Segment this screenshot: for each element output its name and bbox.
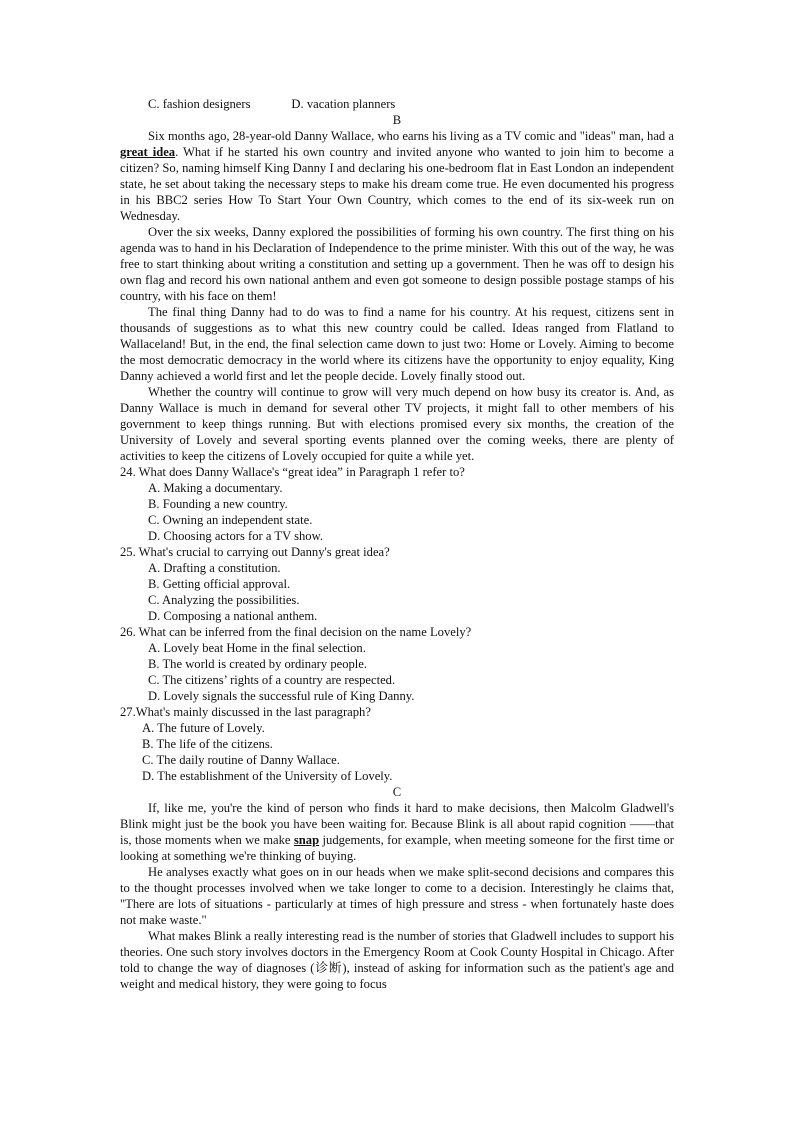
question-option: C. The citizens’ rights of a country are respected. bbox=[148, 673, 396, 687]
question-option: B. The world is created by ordinary people. bbox=[148, 657, 368, 671]
option-d: D. vacation planners bbox=[291, 97, 396, 111]
question-stem: 27.What's mainly discussed in the last paragraph? bbox=[120, 705, 371, 719]
section-c-paragraph-3: What makes Blink a really interesting read is the number of stories that Gladwell includes to support his theories. One such story involves doctors in the Emergency Room at Cook County Hospital in Chicago. After told to change the way of diagnoses (诊断), instead of asking for information such as the patient's age and weight and medical history, they were going to focus bbox=[120, 929, 674, 991]
question-option: B. Getting official approval. bbox=[148, 577, 291, 591]
document-page bbox=[120, 96, 674, 992]
section-b-heading: B bbox=[392, 113, 402, 127]
section-c-paragraph-2: He analyses exactly what goes on in our heads when we make split-second decisions and compares this to the thought processes involved when we take longer to come to a decision. Interestingly he claims that, "There are lots of situations - particularly at times of high pressure and stress - when fortunately haste does not make waste." bbox=[120, 865, 674, 927]
question-stem: 25. What's crucial to carrying out Danny's great idea? bbox=[120, 545, 390, 559]
question-option: D. Lovely signals the successful rule of King Danny. bbox=[148, 689, 415, 703]
section-b-paragraph-1: Six months ago, 28-year-old Danny Wallace, who earns his living as a TV comic and "ideas" man, had a great idea. What if he started his own country and invited anyone who wanted to join him to become a citizen? So, naming himself King Danny I and declaring his one-bedroom flat in East London an independent state, he set about taking the necessary steps to make his dream come true. He even documented his progress in his BBC2 series How To Start Your Own Country, which comes to the end of its six-week run on Wednesday. bbox=[120, 129, 674, 223]
section-b-paragraph-3: The final thing Danny had to do was to find a name for his country. At his request, citizens sent in thousands of suggestions as to what this new country could be called. Ideas ranged from Flatland to Wallaceland! But, in the end, the final selection came down to just two: Home or Lovely. Aiming to become the most democratic democracy in the world where its citizens have the opportunity to enjoy equality, King Danny achieved a world first and let the people decide. Lovely finally stood out. bbox=[120, 305, 674, 383]
question-option: B. The life of the citizens. bbox=[142, 737, 273, 751]
section-c-heading: C bbox=[392, 785, 402, 799]
question-25 bbox=[120, 544, 674, 624]
question-option: B. Founding a new country. bbox=[148, 497, 288, 511]
question-stem: 24. What does Danny Wallace's “great idea” in Paragraph 1 refer to? bbox=[120, 465, 465, 479]
section-b-paragraph-4: Whether the country will continue to grow will very much depend on how busy its creator is. And, as Danny Wallace is much in demand for several other TV projects, it might fall to other members of his government to keep things running. But with elections promised every six months, the creation of the University of Lovely and several sporting events planned over the coming weeks, there are plenty of activities to keep the citizens of Lovely occupied for quite a while yet. bbox=[120, 385, 674, 463]
previous-options bbox=[148, 96, 674, 112]
highlighted-word: snap bbox=[293, 833, 320, 847]
section-b-paragraph-2: Over the six weeks, Danny explored the possibilities of forming his own country. The first thing on his agenda was to hand in his Declaration of Independence to the prime minister. With this out of the way, he was free to start thinking about writing a constitution and setting up a government. Then he was off to design his own flag and record his own national anthem and even got someone to design possible postage stamps of his country, with his face on them! bbox=[120, 225, 674, 303]
question-option: A. The future of Lovely. bbox=[142, 721, 265, 735]
question-option: C. Analyzing the possibilities. bbox=[148, 593, 300, 607]
question-option: D. Composing a national anthem. bbox=[148, 609, 318, 623]
question-24 bbox=[120, 464, 674, 544]
question-26 bbox=[120, 624, 674, 704]
question-option: D. The establishment of the University of Lovely. bbox=[142, 769, 393, 783]
question-option: D. Choosing actors for a TV show. bbox=[148, 529, 324, 543]
question-option: A. Making a documentary. bbox=[148, 481, 283, 495]
question-option: C. The daily routine of Danny Wallace. bbox=[142, 753, 340, 767]
question-27 bbox=[120, 704, 674, 784]
section-c-paragraph-1: If, like me, you're the kind of person who finds it hard to make decisions, then Malcolm Gladwell's Blink might just be the book you have been waiting for. Because Blink is all about rapid cognition ——that is, those moments when we make snap judgements, for example, when meeting someone for the first time or looking at something we're thinking of buying. bbox=[120, 801, 674, 863]
highlighted-phrase: great idea bbox=[120, 145, 176, 159]
option-c: C. fashion designers bbox=[148, 97, 251, 111]
question-option: C. Owning an independent state. bbox=[148, 513, 313, 527]
question-option: A. Lovely beat Home in the final selection. bbox=[148, 641, 366, 655]
question-option: A. Drafting a constitution. bbox=[148, 561, 281, 575]
question-stem: 26. What can be inferred from the final decision on the name Lovely? bbox=[120, 625, 472, 639]
